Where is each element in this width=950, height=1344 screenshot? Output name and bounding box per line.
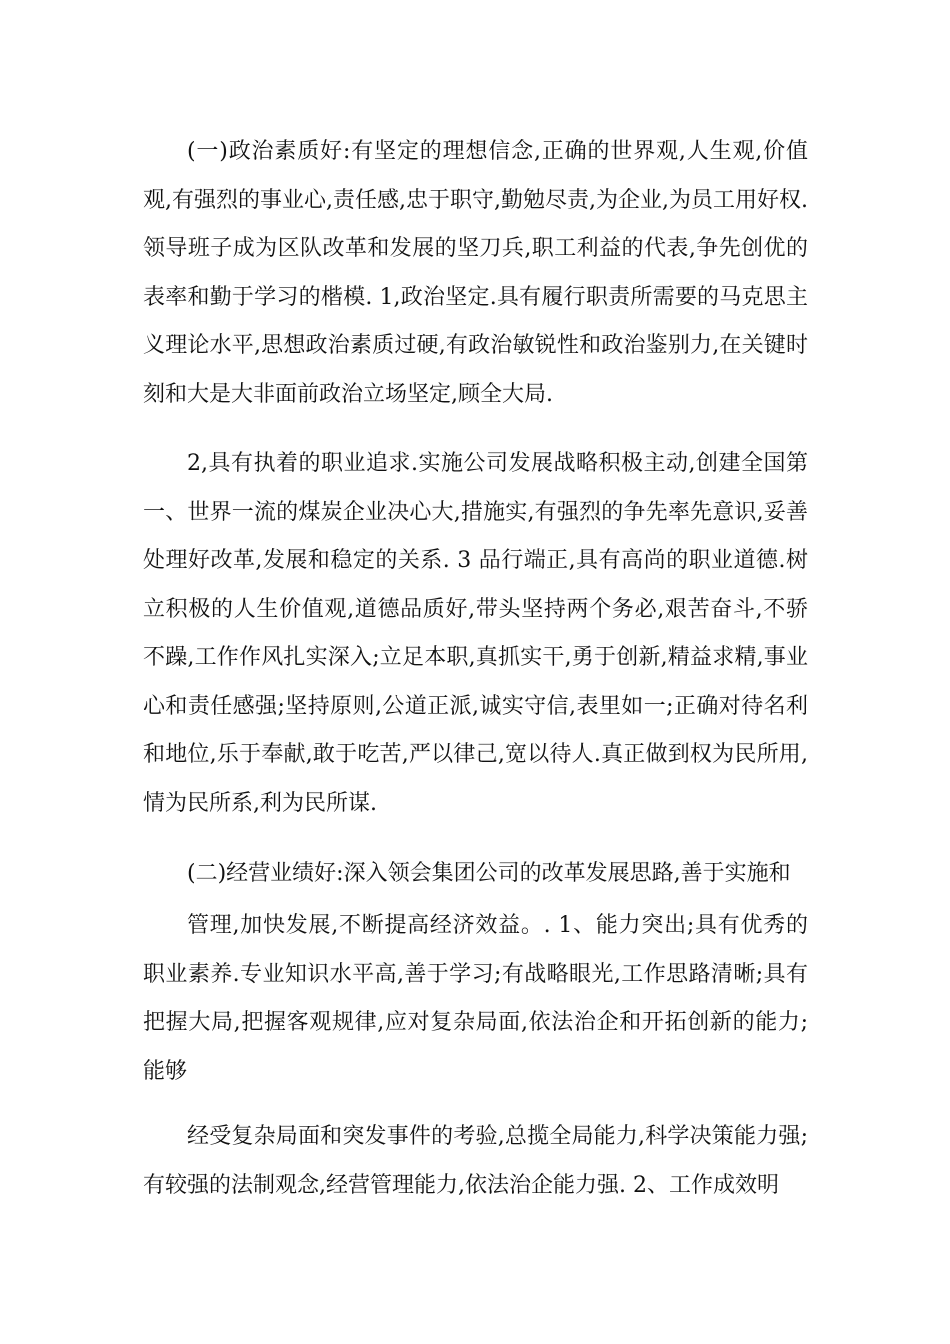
- paragraph-crisis-handling: 经受复杂局面和突发事件的考验,总揽全局能力,科学决策能力强;有较强的法制观念,经营管理能力,依法治企能力强. 2、工作成效明: [143, 1124, 808, 1198]
- paragraph-career-pursuit: 2,具有执着的职业追求.实施公司发展战略积极主动,创建全国第一、世界一流的煤炭企业决心大,措施实,有强烈的争先率先意识,妥善处理好改革,发展和稳定的关系. 3 品行端正,具有高尚的职业道德.树立积极的人生价值观,道德品质好,带头坚持两个务必,艰苦奋斗,不骄不躁,工作作风扎实深入;立足本职,真抓实干,勇于创新,精益求精,事业心和责任感强;坚持原则,公道正派,诚实守信,表里如一;正确对待名利和地位,乐于奉献,敢于吃苦,严以律己,宽以待人.真正做到权为民所用,情为民所系,利为民所谋.: [143, 451, 808, 816]
- paragraph-political-quality: (一)政治素质好:有坚定的理想信念,正确的世界观,人生观,价值观,有强烈的事业心,责任感,忠于职守,勤勉尽责,为企业,为员工用好权.领导班子成为区队改革和发展的坚刀兵,职工利益的代表,争先创优的表率和勤于学习的楷模. 1,政治坚定.具有履行职责所需要的马克思主义理论水平,思想政治素质过硬,有政治敏锐性和政治鉴别力,在关键时刻和大是大非面前政治立场坚定,顾全大局.: [143, 139, 808, 407]
- paragraph-management-ability: 管理,加快发展,不断提高经济效益。. 1、能力突出;具有优秀的职业素养.专业知识水平高,善于学习;有战略眼光,工作思路清晰;具有把握大局,把握客观规律,应对复杂局面,依法治企和开拓创新的能力;能够: [143, 913, 808, 1084]
- paragraph-business-performance: (二)经营业绩好:深入领会集团公司的改革发展思路,善于实施和: [187, 861, 791, 886]
